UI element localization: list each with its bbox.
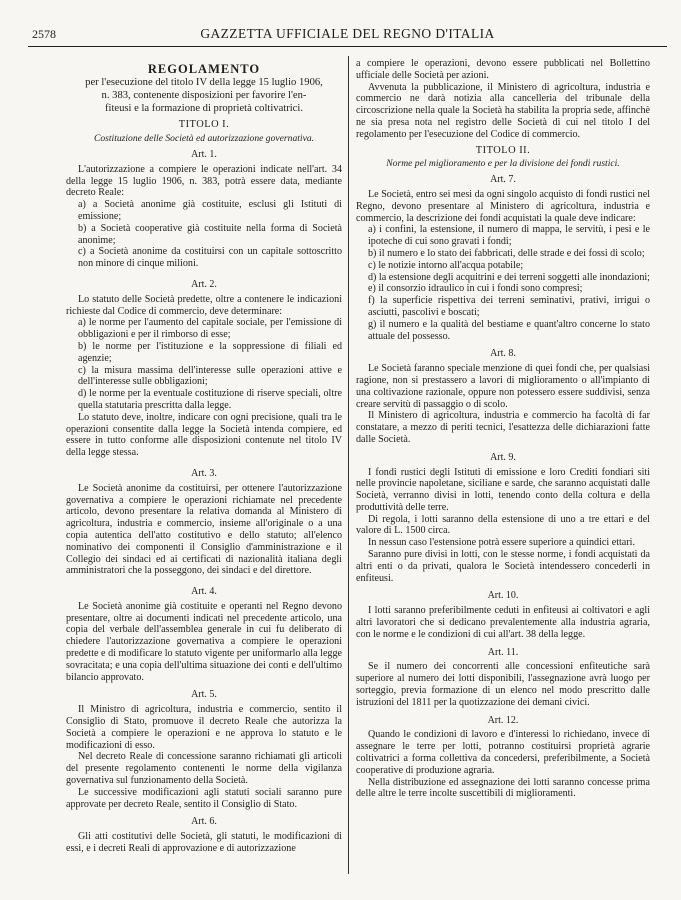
- article-paragraph: Avvenuta la pubblicazione, il Ministero di agricoltura, industria e commercio ne darà notizia alla cancelleria del tribunale della circoscrizione nella quale la Società ha stabilita la propria sede, affinchè ne sia presa nota nel registro delle Società di cui nel titolo I del regolamento per l'esecuzione del Codice di commercio.: [356, 81, 650, 140]
- gazette-title: GAZZETTA UFFICIALE DEL REGNO D'ITALIA: [200, 26, 495, 41]
- article-paragraph: I fondi rustici degli Istituti di emissione e loro Crediti fondiari siti nelle provincie napoletane, siciliane e sarde, che saranno acquistati dalle Società, verranno divisi in lotti, tenendo conto della coltura e della produttività delle terre.: [356, 466, 650, 513]
- article-paragraph: Gli atti costitutivi delle Società, gli statuti, le modificazioni di essi, e i decreti Reali di approvazione e di autorizzazione: [66, 831, 342, 855]
- article-list-item: f) la superficie rispettiva dei terreni seminativi, prativi, irrigui o asciutti, pascolivi e boscati;: [368, 295, 650, 318]
- article-paragraph: Quando le condizioni di lavoro e d'interessi lo richiedano, invece di assegnare le terre per lotti, potranno costituirsi proprietà agrarie coltivatrici a forma collettiva da concedersi, preferibilmente, a Società cooperative di produzione agraria.: [356, 729, 650, 776]
- article-paragraph: In nessun caso l'estensione potrà essere superiore a quindici ettari.: [368, 537, 635, 549]
- article-list-item: b) il numero e lo stato dei fabbricati, delle strade e dei fossi di scolo;: [368, 247, 645, 259]
- page-number: 2578: [32, 27, 56, 41]
- article-paragraph: Le Società, entro sei mesi da ogni singolo acquisto di fondi rustici nel Regno, devono presentare al Ministero di agricoltura, industria e commercio, la descrizione dei fondi acquistati la quale deve indicare:: [356, 188, 650, 224]
- article-paragraph: a compiere le operazioni, devono essere pubblicati nel Bollettino ufficiale delle Società per azioni.: [356, 58, 650, 81]
- section-heading-titolo-1: TITOLO I.: [178, 119, 230, 131]
- article-paragraph: L'autorizzazione a compiere le operazioni indicate nell'art. 34 della legge 15 luglio 1906, n. 383, potrà essere data, mediante decreto Reale:: [66, 163, 342, 199]
- article-paragraph: Se il numero dei concorrenti alle concessioni enfiteutiche sarà superiore al numero dei lotti disponibili, l'assegnazione avrà luogo per sorteggio, previa formazione di un elenco nel modo prescritto dalle istruzioni del 1811 per la quotizzazione dei demani civici.: [356, 661, 650, 708]
- article-paragraph: Le successive modificazioni agli statuti sociali saranno pure approvate per decreto Reale, sentito il Consiglio di Stato.: [66, 786, 342, 810]
- article-paragraph: Il Ministero di agricoltura, industria e commercio ha facoltà di far constatare, a mezzo di periti tecnici, l'esattezza delle dichiarazioni fatte dalle Società.: [356, 410, 650, 445]
- article-list-item: c) la misura massima dell'interesse sulle operazioni attive e dell'interesse sulle obbligazioni;: [78, 364, 342, 388]
- article-list-item: e) il consorzio idraulico in cui i fondi sono compresi;: [368, 283, 583, 295]
- article-heading: Art. 11.: [487, 646, 519, 658]
- article-paragraph: Di regola, i lotti saranno della estensione di uno a tre ettari e del valore di L. 1500 circa.: [356, 513, 650, 537]
- article-heading: Art. 4.: [191, 586, 217, 598]
- article-list-item: g) il numero e la qualità del bestiame e quant'altro concerne lo stato attuale del possesso.: [368, 318, 650, 342]
- article-heading: Art. 6.: [191, 816, 217, 828]
- section-description: Costituzione delle Società ed autorizzazione governativa.: [93, 133, 315, 145]
- article-list-item: b) a Società cooperative già costituite nella forma di Società anonime;: [78, 222, 342, 246]
- regulation-subtitle: n. 383, contenente disposizioni per favorire l'en-: [101, 90, 307, 101]
- left-column: [66, 58, 342, 855]
- article-list-item: d) la estensione degli acquitrini e dei terreni soggetti alle inondazioni;: [368, 271, 650, 283]
- section-heading-titolo-2: TITOLO II.: [475, 144, 531, 156]
- article-paragraph: Il Ministro di agricoltura, industria e commercio, sentito il Consiglio di Stato, promuove il decreto Reale che autorizza la Società a compiere le operazioni e ne approva lo statuto e le modificazioni di esso.: [66, 704, 342, 751]
- article-heading: Art. 5.: [191, 689, 217, 701]
- article-paragraph: Le Società anonime già costituite e operanti nel Regno devono presentare, oltre ai documenti indicati nel precedente articolo, una copia del verbale dell'assemblea generale in cui fu deliberato di chiedere l'autorizzazione governativa a compiere le operazioni predette e di modificare lo statuto vigente per uniformarlo alla legge sovracitata; e una copia dell'ultima situazione dei conti e dell'ultimo bilancio approvato.: [66, 600, 342, 683]
- article-paragraph: Lo statuto delle Società predette, oltre a contenere le indicazioni richieste dal Codice di commercio, deve determinare:: [66, 293, 342, 317]
- article-list-item: c) a Società anonime da costituirsi con un capitale sottoscritto non minore di cinque milioni.: [78, 246, 342, 270]
- article-heading: Art. 1.: [191, 149, 217, 160]
- article-paragraph: Nel decreto Reale di concessione saranno richiamati gli articoli del presente regolamento contenenti le norme della vigilanza governativa sul funzionamento della Società.: [66, 751, 342, 787]
- article-heading: Art. 7.: [490, 174, 516, 186]
- page-header: [28, 24, 667, 44]
- article-list-item: a) a Società anonime già costituite, esclusi gli Istituti di emissione;: [78, 199, 342, 222]
- regulation-subtitle: per l'esecuzione del titolo IV della legge 15 luglio 1906,: [85, 76, 323, 88]
- article-list-item: c) le notizie intorno all'acqua potabile;: [368, 259, 524, 271]
- article-heading: Art. 8.: [490, 348, 516, 360]
- header-rule: [28, 46, 667, 47]
- article-list-item: b) le norme per l'istituzione e la soppressione di filiali ed agenzie;: [78, 340, 342, 364]
- article-list-item: a) i confini, la estensione, il numero di mappa, le servitù, i pesi e le ipoteche di cui sono gravati i fondi;: [368, 224, 650, 248]
- regulation-title: REGOLAMENTO: [147, 62, 261, 76]
- article-heading: Art. 9.: [490, 451, 516, 463]
- article-paragraph: Nella distribuzione ed assegnazione dei lotti saranno concesse prima delle altre le terre incolte suscettibili di miglioramenti.: [356, 776, 650, 800]
- article-list-item: d) le norme per la eventuale costituzione di riserve speciali, oltre quella statutaria prescritta dalla legge.: [78, 388, 342, 411]
- section-description: Norme pel miglioramento e per la divisione dei fondi rustici.: [386, 158, 620, 170]
- right-column: [356, 58, 650, 800]
- article-paragraph: Le Società anonime da costituirsi, per ottenere l'autorizzazione governativa a compiere le operazioni richiamate nel precedente articolo, devono presentare la relativa domanda al Ministero di agricoltura, industria e commercio, insieme all'originale o a una copia autentica dell'atto costitutivo e dello statuto; all'elenco nominativo dei componenti il Consiglio d'amministrazione e il Collegio dei sindaci ed ai certificati di nazionalità italiana degli amministratori che la posseggono, dei sindaci e del direttore.: [66, 482, 342, 577]
- column-divider: [348, 56, 349, 874]
- article-heading: Art. 10.: [487, 590, 519, 602]
- article-heading: Art. 3.: [191, 467, 217, 479]
- regulation-subtitle: fiteusi e la formazione di proprietà coltivatrici.: [105, 103, 303, 115]
- article-paragraph: I lotti saranno preferibilmente ceduti in enfiteusi ai coltivatori e agli altri lavoratori che si dedicano prevalentemente alla industria agraria, con le norme e le condizioni di cui all'art. 38 della legge.: [356, 605, 650, 640]
- article-paragraph: Saranno pure divisi in lotti, con le stesse norme, i fondi acquistati da altri enti o da privati, qualora le Società intendessero concederli in enfiteusi.: [356, 549, 650, 584]
- article-heading: Art. 12.: [487, 714, 519, 726]
- article-heading: Art. 2.: [191, 278, 217, 290]
- article-paragraph: Lo statuto deve, inoltre, indicare con ogni precisione, quali tra le operazioni consentite dalla legge la Società intenda compiere, ed essere in tutto conforme alle disposizioni contenute nel titolo IV della legge stessa.: [66, 411, 342, 459]
- article-paragraph: Le Società faranno speciale menzione di quei fondi che, per qualsiasi ragione, non si prestassero a lavori di miglioramento o all'impianto di una coltivazione razionale, oppure non potessero essere suddivisi, senza creare servitù di passaggio o di scolo.: [356, 363, 650, 410]
- article-list-item: a) le norme per l'aumento del capitale sociale, per l'emissione di obbligazioni e per il rimborso di esse;: [78, 317, 342, 341]
